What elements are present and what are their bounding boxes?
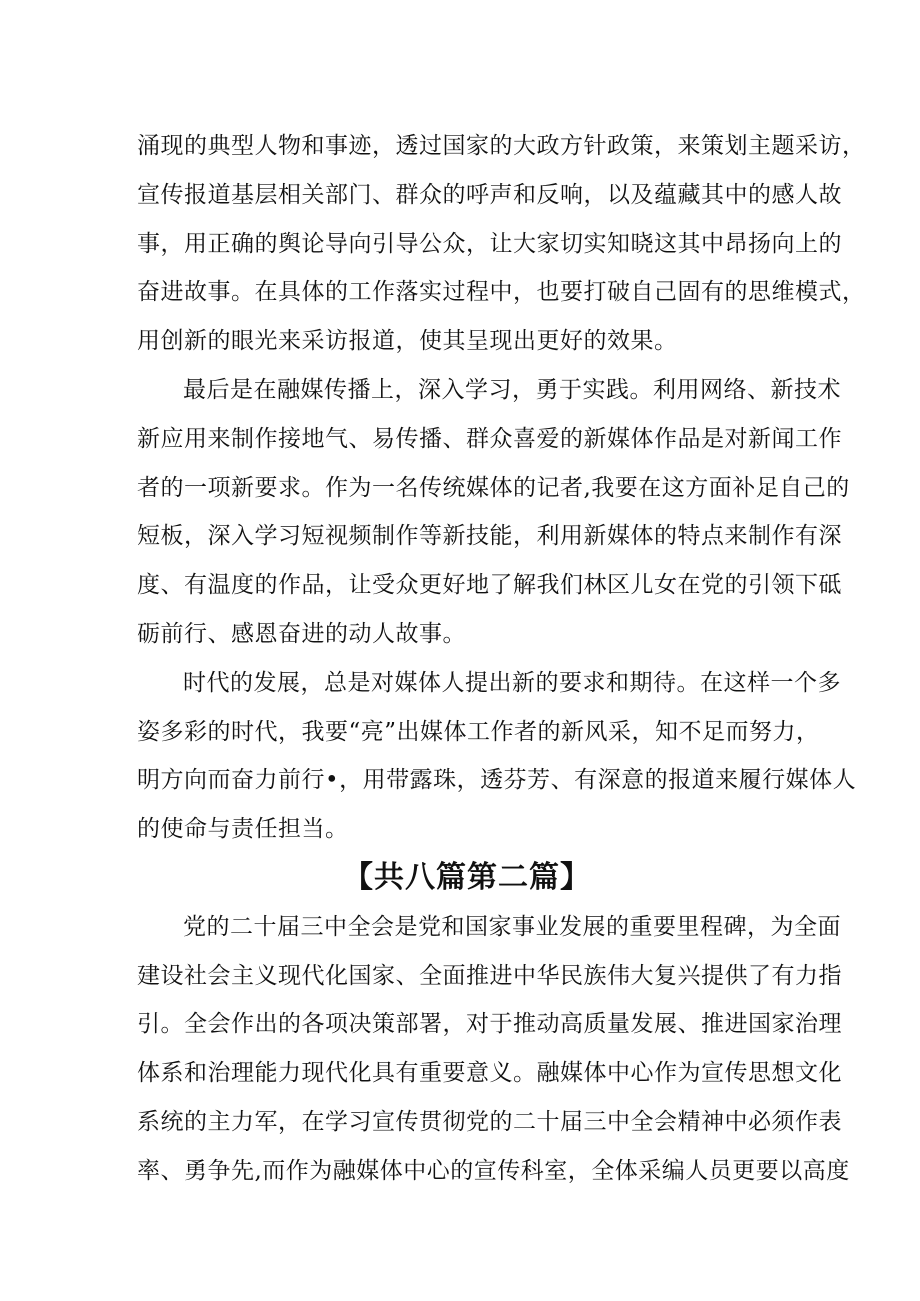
text-line: 明方向而奋力前行•，用带露珠，透芬芳、有深意的报道来履行媒体人 xyxy=(137,767,857,794)
text-line: 姿多彩的时代，我要“亮”出媒体工作者的新风采，知不足而努力， xyxy=(137,718,820,745)
text-line: 涌现的典型人物和事迹，透过国家的大政方针政策，来策划主题采访， xyxy=(137,133,866,159)
text-line: 新应用来制作接地气、易传播、群众喜爱的新媒体作品是对新闻工作 xyxy=(137,425,842,452)
paragraph-1 xyxy=(137,122,866,366)
text-line: 度、有温度的作品，让受众更好地了解我们林区儿女在党的引领下砥 xyxy=(137,572,842,599)
text-line: 建设社会主义现代化国家、全面推进中华民族伟大复兴提供了有力指 xyxy=(137,962,842,989)
text-line: 系统的主力军，在学习宣传贯彻党的二十届三中全会精神中必须作表 xyxy=(137,1108,842,1135)
paragraph-4 xyxy=(137,903,850,1196)
text-line: 宣传报道基层相关部门、群众的呼声和反响，以及蕴藏其中的感人故 xyxy=(137,181,842,208)
paragraph-2 xyxy=(137,366,850,659)
text-line: 事，用正确的舆论导向引导公众，让大家切实知晓这其中昂扬向上的 xyxy=(137,230,842,257)
text-line: 砺前行、感恩奋进的动人故事。 xyxy=(137,620,466,647)
text-line: 时代的发展，总是对媒体人提出新的要求和期待。在这样一个多 xyxy=(183,669,841,696)
document-body xyxy=(137,122,866,1196)
text-line: 者的一项新要求。作为一名传统媒体的记者,我要在这方面补足自己的 xyxy=(137,474,850,501)
text-line: 率、勇争先,而作为融媒体中心的宣传科室，全体采编人员更要以高度 xyxy=(137,1157,850,1184)
text-line: 体系和治理能力现代化具有重要意义。融媒体中心作为宣传思想文化 xyxy=(137,1060,842,1087)
text-line: 引。全会作出的各项决策部署，对于推动高质量发展、推进国家治理 xyxy=(137,1011,842,1038)
text-line: 用创新的眼光来采访报道，使其呈现出更好的效果。 xyxy=(137,328,678,355)
text-line: 短板，深入学习短视频制作等新技能，利用新媒体的特点来制作有深 xyxy=(137,523,842,550)
text-line: 最后是在融媒传播上，深入学习，勇于实践。利用网络、新技术 xyxy=(183,376,841,403)
paragraph-3 xyxy=(137,659,857,854)
section-heading: 【共八篇第二篇】 xyxy=(343,859,591,895)
text-line: 的使命与责任担当。 xyxy=(137,816,349,843)
text-line: 奋进故事。在具体的工作落实过程中，也要打破自己固有的思维模式， xyxy=(137,279,866,306)
text-line: 党的二十届三中全会是党和国家事业发展的重要里程碑，为全面 xyxy=(183,913,841,940)
